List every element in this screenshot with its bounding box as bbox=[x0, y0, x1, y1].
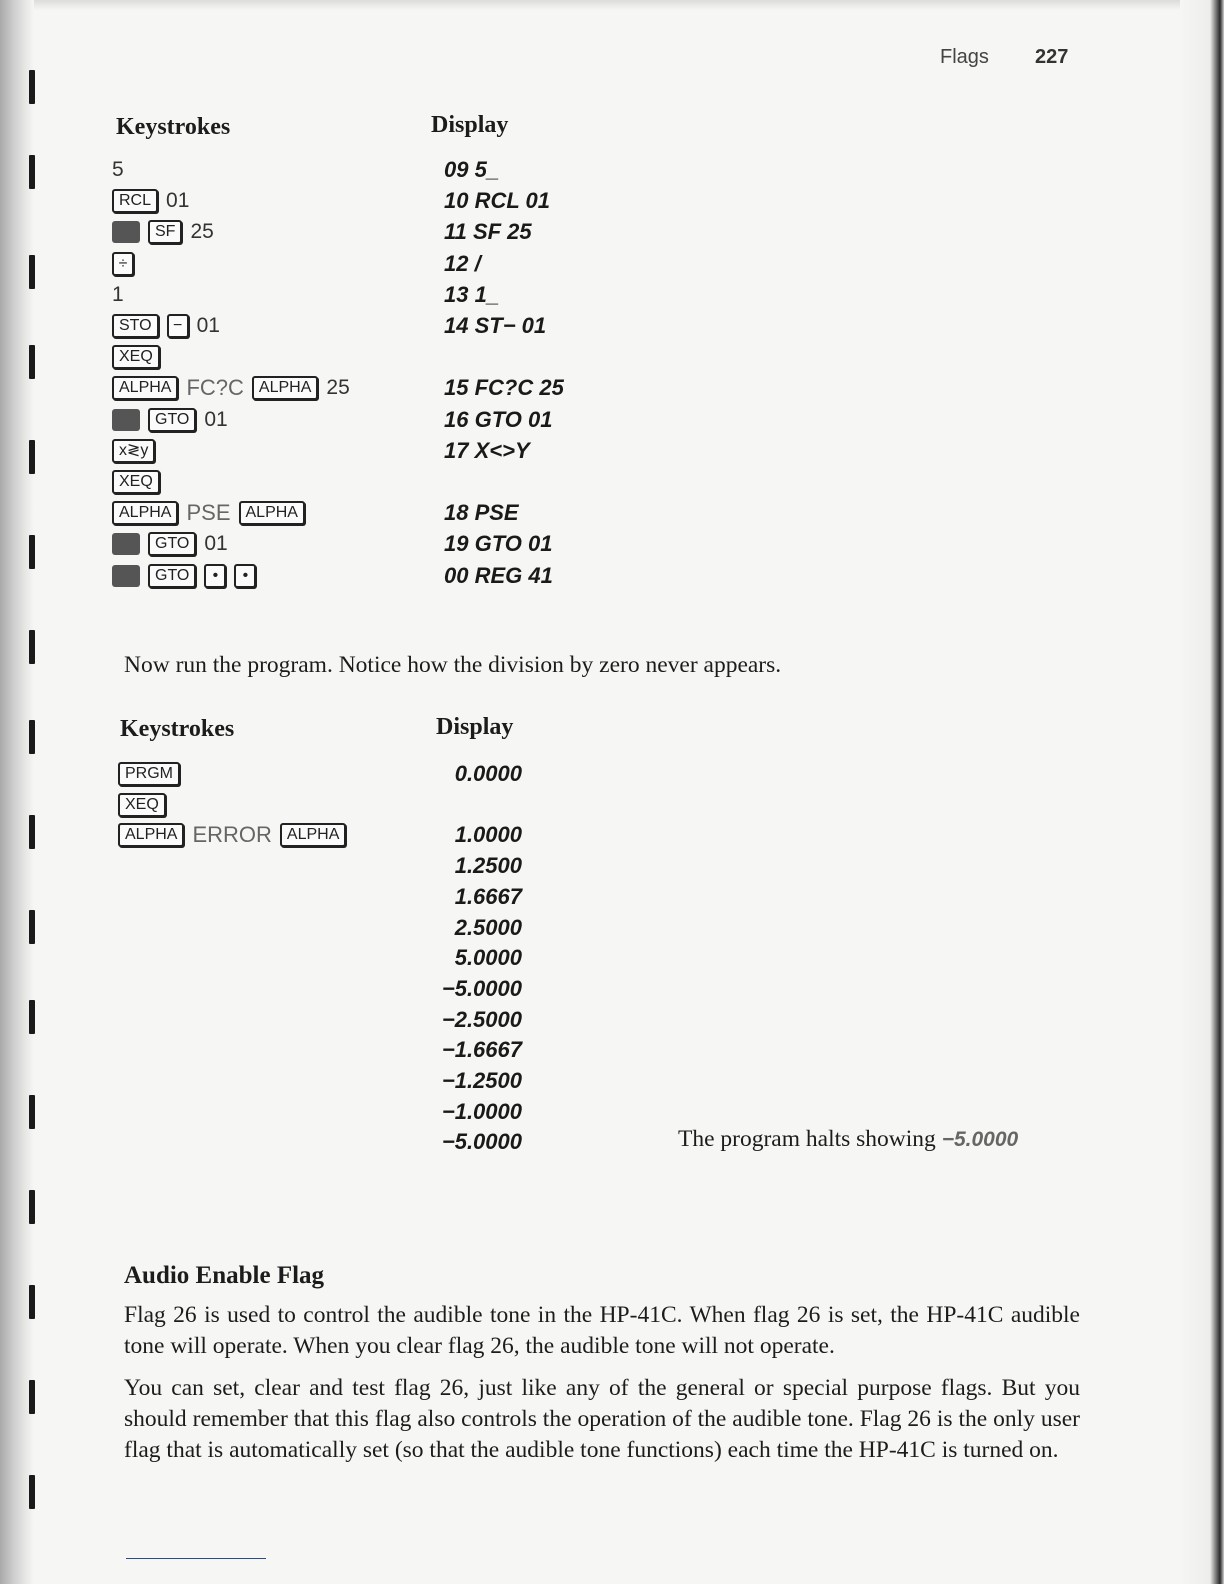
shift-key-icon bbox=[112, 409, 140, 431]
display-readout: 19 GTO 01 bbox=[444, 531, 553, 557]
display-readout: 14 ST− 01 bbox=[444, 313, 547, 338]
shift-key-icon bbox=[112, 221, 140, 243]
calculator-key: ÷ bbox=[112, 252, 134, 276]
display-readout: −2.5000 bbox=[441, 1006, 522, 1032]
binding-hole bbox=[29, 1095, 35, 1129]
alpha-entry-text: PSE bbox=[186, 500, 231, 526]
display-readout: −1.0000 bbox=[441, 1098, 522, 1124]
display-readout: 16 GTO 01 bbox=[444, 406, 553, 432]
calculator-key: RCL bbox=[112, 189, 158, 213]
keystroke-digits: 5 bbox=[112, 158, 124, 181]
calculator-key: GTO bbox=[148, 408, 196, 432]
binding-hole bbox=[29, 255, 35, 289]
keystroke-digits: 25 bbox=[190, 220, 214, 244]
calculator-key: PRGM bbox=[118, 762, 180, 786]
paragraph-2: You can set, clear and test flag 26, just like any of the general or special purpose flags. But you should remember that this flag also controls the operation of the audible tone. Flag 26 is the only user flag that is automatically set (so that the audible tone functions) each time the HP-41C is turned on. bbox=[124, 1375, 1080, 1463]
calculator-key: • bbox=[204, 564, 226, 588]
calculator-key: GTO bbox=[148, 532, 196, 556]
display-readout: 11 SF 25 bbox=[444, 219, 532, 245]
keystroke-digits: 01 bbox=[196, 314, 220, 337]
display-readout: 1.2500 bbox=[454, 853, 522, 879]
keystroke-row bbox=[112, 437, 155, 465]
binding-hole bbox=[29, 815, 35, 849]
display-readout: 10 RCL 01 bbox=[444, 188, 550, 214]
keystroke-row bbox=[112, 312, 220, 340]
keystroke-row bbox=[112, 218, 214, 246]
binding-edge bbox=[0, 0, 34, 1584]
display-readout: −1.6667 bbox=[441, 1037, 522, 1063]
binding-hole bbox=[29, 155, 35, 189]
binding-hole bbox=[29, 1190, 35, 1224]
page-right-edge bbox=[1180, 0, 1224, 1584]
binding-hole bbox=[29, 1380, 35, 1414]
table1-keystrokes-heading: Keystrokes bbox=[116, 114, 231, 140]
calculator-key: SF bbox=[148, 220, 182, 244]
binding-hole bbox=[29, 630, 35, 664]
keystroke-row bbox=[112, 250, 134, 278]
keystroke-row bbox=[112, 187, 189, 215]
table2-keystrokes-heading: Keystrokes bbox=[120, 716, 235, 742]
keystroke-row bbox=[112, 406, 228, 434]
header-section: Flags bbox=[940, 46, 989, 68]
keystroke-row bbox=[118, 821, 346, 849]
keystroke-row bbox=[112, 343, 160, 371]
calculator-key: ALPHA bbox=[112, 376, 178, 400]
table1-display-heading: Display bbox=[431, 112, 509, 138]
keystroke-digits: 01 bbox=[166, 189, 190, 213]
keystroke-digits: 25 bbox=[326, 376, 350, 400]
display-readout: 18 PSE bbox=[444, 500, 519, 526]
display-readout: 00 REG 41 bbox=[444, 562, 553, 588]
halt-note-text: The program halts showing bbox=[678, 1126, 936, 1152]
display-readout: 12 / bbox=[444, 250, 481, 276]
calculator-key: GTO bbox=[148, 564, 196, 588]
keystroke-row bbox=[118, 791, 166, 819]
table2-display-heading: Display bbox=[436, 714, 514, 740]
binding-hole bbox=[29, 910, 35, 944]
calculator-key: ALPHA bbox=[239, 501, 305, 525]
shift-key-icon bbox=[112, 533, 140, 555]
display-readout: 2.5000 bbox=[454, 914, 522, 940]
display-readout: 15 FC?C 25 bbox=[444, 375, 564, 401]
keystroke-digits: 01 bbox=[204, 532, 228, 556]
calculator-key: x≷y bbox=[112, 439, 155, 463]
display-readout: −5.0000 bbox=[441, 1129, 522, 1155]
run-intro: Now run the program. Notice how the division by zero never appears. bbox=[124, 652, 782, 678]
binding-hole bbox=[29, 1285, 35, 1319]
binding-hole bbox=[29, 720, 35, 754]
halt-note-value: −5.0000 bbox=[941, 1128, 1019, 1151]
calculator-key: XEQ bbox=[118, 793, 166, 817]
keystroke-digits: 1 bbox=[112, 282, 124, 306]
display-readout: 1.6667 bbox=[454, 883, 522, 909]
keystroke-row bbox=[112, 281, 124, 309]
alpha-entry-text: ERROR bbox=[192, 822, 272, 848]
calculator-key: XEQ bbox=[112, 470, 160, 494]
keystroke-row bbox=[112, 468, 160, 496]
keystroke-digits: 01 bbox=[204, 407, 228, 431]
display-readout: 0.0000 bbox=[454, 761, 522, 786]
display-readout: −5.0000 bbox=[441, 975, 522, 1001]
running-header bbox=[940, 46, 1069, 69]
calculator-key: ALPHA bbox=[252, 376, 318, 400]
binding-hole bbox=[29, 1475, 35, 1509]
display-readout: 09 5_ bbox=[444, 157, 500, 182]
calculator-key: ALPHA bbox=[280, 823, 346, 847]
footnote-rule bbox=[126, 1558, 266, 1559]
keystroke-row bbox=[112, 156, 124, 184]
calculator-key: ALPHA bbox=[118, 823, 184, 847]
halt-note bbox=[678, 1126, 1018, 1153]
calculator-key: − bbox=[167, 314, 189, 338]
keystroke-row bbox=[112, 374, 350, 402]
binding-hole bbox=[29, 1000, 35, 1034]
display-readout: 17 X<>Y bbox=[444, 437, 530, 463]
binding-hole bbox=[29, 440, 35, 474]
section-title: Audio Enable Flag bbox=[124, 1262, 325, 1289]
display-readout: −1.2500 bbox=[441, 1068, 522, 1093]
binding-hole bbox=[29, 70, 35, 104]
calculator-key: ALPHA bbox=[112, 501, 178, 525]
keystroke-row bbox=[112, 499, 305, 527]
binding-hole bbox=[29, 345, 35, 379]
page-top-shadow bbox=[0, 0, 1224, 10]
calculator-key: • bbox=[234, 564, 256, 588]
keystroke-row bbox=[112, 562, 256, 590]
keystroke-row bbox=[118, 760, 180, 788]
paragraph-1: Flag 26 is used to control the audible tone in the HP-41C. When flag 26 is set, the HP-41C audible tone will operate. When you clear flag 26, the audible tone will not operate. bbox=[124, 1302, 1080, 1359]
keystroke-row bbox=[112, 530, 228, 558]
calculator-key: XEQ bbox=[112, 345, 160, 369]
alpha-entry-text: FC?C bbox=[186, 375, 244, 401]
calculator-key: STO bbox=[112, 314, 159, 338]
display-readout: 1.0000 bbox=[454, 822, 522, 848]
display-readout: 13 1_ bbox=[444, 281, 500, 307]
binding-hole bbox=[29, 535, 35, 569]
display-readout: 5.0000 bbox=[454, 945, 522, 971]
page-number: 227 bbox=[1035, 46, 1069, 68]
shift-key-icon bbox=[112, 565, 140, 587]
